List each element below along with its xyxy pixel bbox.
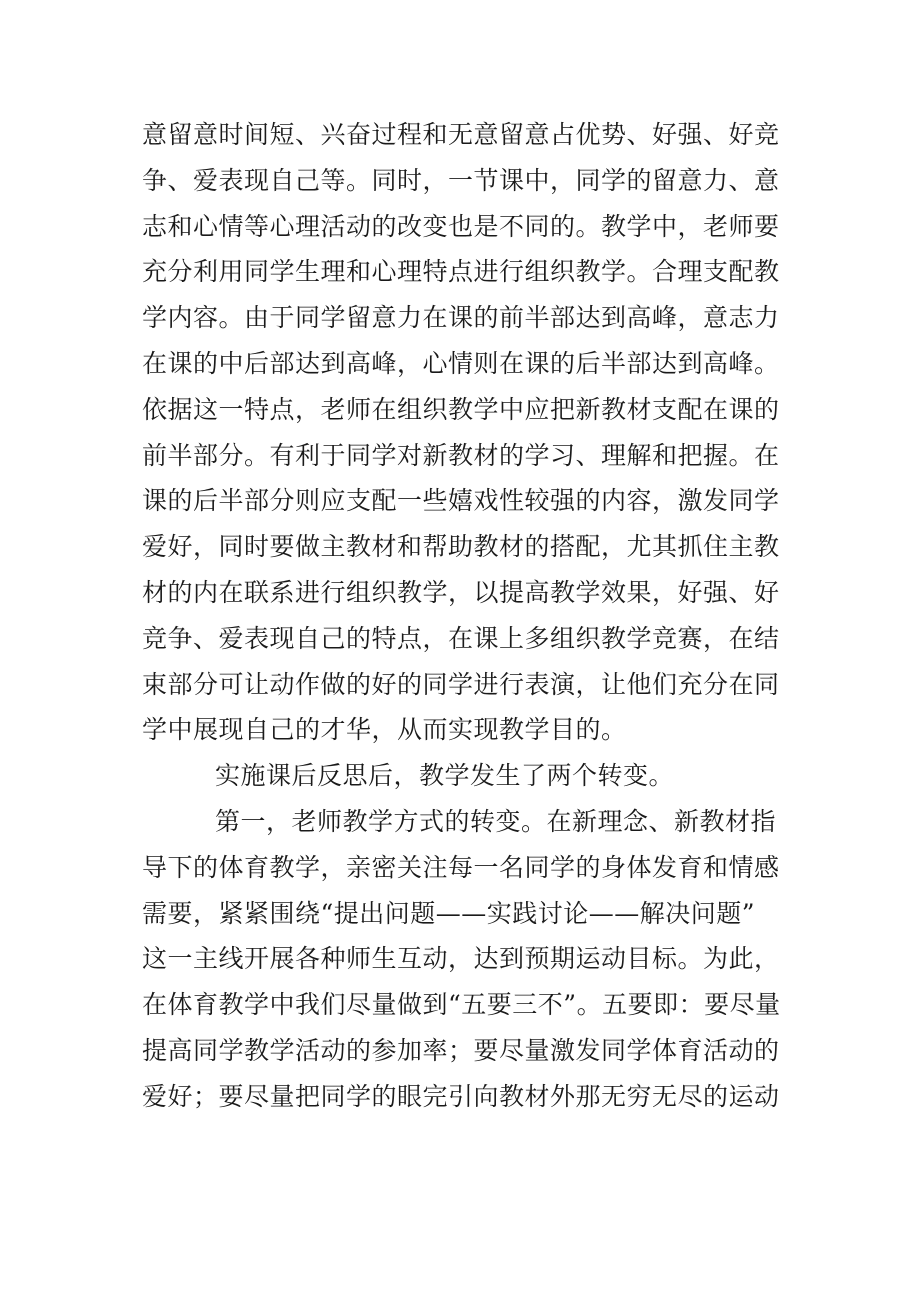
text-line: 这一主线开展各种师生互动，达到预期运动目标。为此， <box>142 944 780 974</box>
text-line: 意留意时间短、兴奋过程和无意留意占优势、好强、好竞 <box>142 120 780 149</box>
text-line: 争、爱表现自己等。同时，一节课中，同学的留意力、意 <box>142 165 780 195</box>
text-line: 学内容。由于同学留意力在课的前半部达到高峰，意志力 <box>142 303 780 333</box>
text-line: 学中展现自己的才华，从而实现教学目的。 <box>142 715 627 745</box>
text-line: 需要，紧紧围绕“提出问题——实践讨论——解决问题” <box>142 898 756 928</box>
text-line: 材的内在联系进行组织教学，以提高教学效果，好强、好 <box>142 577 780 607</box>
text-line: 导下的体育教学，亲密关注每一名同学的身体发育和情感 <box>142 852 780 882</box>
text-line: 志和心情等心理活动的改变也是不同的。教学中，老师要 <box>142 211 780 241</box>
text-line: 爱好；要尽量把同学的眼完引向教材外那无穷无尽的运动 <box>142 1081 780 1111</box>
text-line: 前半部分。有利于同学对新教材的学习、理解和把握。在 <box>142 440 780 470</box>
text-line: 在体育教学中我们尽量做到“五要三不”。五要即：要尽量 <box>142 990 781 1020</box>
document-body <box>142 112 782 1120</box>
text-line: 竞争、爱表现自己的特点，在课上多组织教学竞赛，在结 <box>142 623 780 653</box>
text-line: 依据这一特点，老师在组织教学中应把新教材支配在课的 <box>142 394 780 424</box>
text-line: 束部分可让动作做的好的同学进行表演，让他们充分在同 <box>142 669 780 699</box>
text-line: 第一，老师教学方式的转变。在新理念、新教材指 <box>215 806 777 836</box>
text-line: 在课的中后部达到高峰，心情则在课的后半部达到高峰。 <box>142 348 780 378</box>
text-line: 课的后半部分则应支配一些嬉戏性较强的内容，激发同学 <box>142 486 780 516</box>
text-line: 充分利用同学生理和心理特点进行组织教学。合理支配教 <box>142 257 780 287</box>
paragraph-1 <box>142 112 782 753</box>
text-line: 爱好，同时要做主教材和帮助教材的搭配，尤其抓住主教 <box>142 532 780 562</box>
paragraph-3 <box>142 799 782 1120</box>
paragraph-2 <box>142 753 782 799</box>
text-line: 实施课后反思后，教学发生了两个转变。 <box>215 761 675 791</box>
text-line: 提高同学教学活动的参加率；要尽量激发同学体育活动的 <box>142 1035 780 1065</box>
